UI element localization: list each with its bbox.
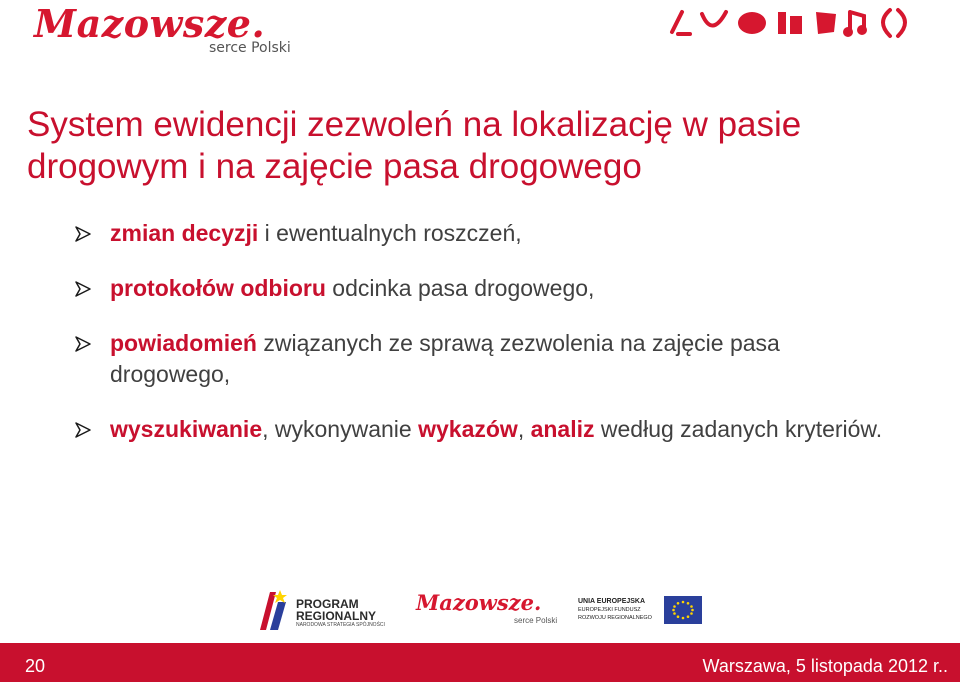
arrow-bullet-icon <box>74 225 92 243</box>
eu-flag-icon <box>664 596 702 624</box>
slide-title: System ewidencji zezwoleń na lokalizację w pasie drogowym i na zajęcie pasa drogowego <box>27 105 802 186</box>
bullet-list <box>74 218 904 445</box>
list-item <box>74 414 904 445</box>
program-title: PROGRAM REGIONALNY <box>296 597 377 623</box>
logo-tagline: serce Polski <box>514 616 558 625</box>
decorative-glyphs-icon <box>668 4 930 40</box>
eu-text: UNIA EUROPEJSKA EUROPEJSKI FUNDUSZ ROZWOJU REGIONALNEGO <box>578 598 652 621</box>
list-item <box>74 273 904 304</box>
bullet-text: wyszukiwanie, wykonywanie wykazów, analiz według zadanych kryteriów. <box>110 416 883 442</box>
arrow-bullet-icon <box>74 335 92 353</box>
footer-date: Warszawa, 5 listopada 2012 r.. <box>702 656 948 676</box>
logo-wordmark: Mazowsze. <box>416 590 542 615</box>
program-regionalny-icon <box>256 588 290 632</box>
footer-bar <box>0 643 960 682</box>
bullet-text: protokołów odbioru odcinka pasa drogowego, <box>110 275 595 301</box>
logo-tagline: serce Polski <box>209 40 291 56</box>
logo-wordmark: Mazowsze. <box>34 1 266 46</box>
list-item <box>74 328 904 390</box>
bullet-text: zmian decyzji i ewentualnych roszczeń, <box>110 220 522 246</box>
list-item <box>74 218 904 249</box>
arrow-bullet-icon <box>74 280 92 298</box>
mazowsze-logo <box>34 2 304 60</box>
page-number: 20 <box>25 656 46 676</box>
eu-logo <box>578 594 706 628</box>
funding-logos <box>256 588 706 634</box>
arrow-bullet-icon <box>74 421 92 439</box>
program-subtitle: NARODOWA STRATEGIA SPÓJNOŚCI <box>296 622 385 628</box>
program-regionalny-logo <box>256 588 396 634</box>
mazowsze-small-logo <box>416 590 566 630</box>
bullet-text: powiadomień związanych ze sprawą zezwolenia na zajęcie pasa drogowego, <box>110 330 780 387</box>
